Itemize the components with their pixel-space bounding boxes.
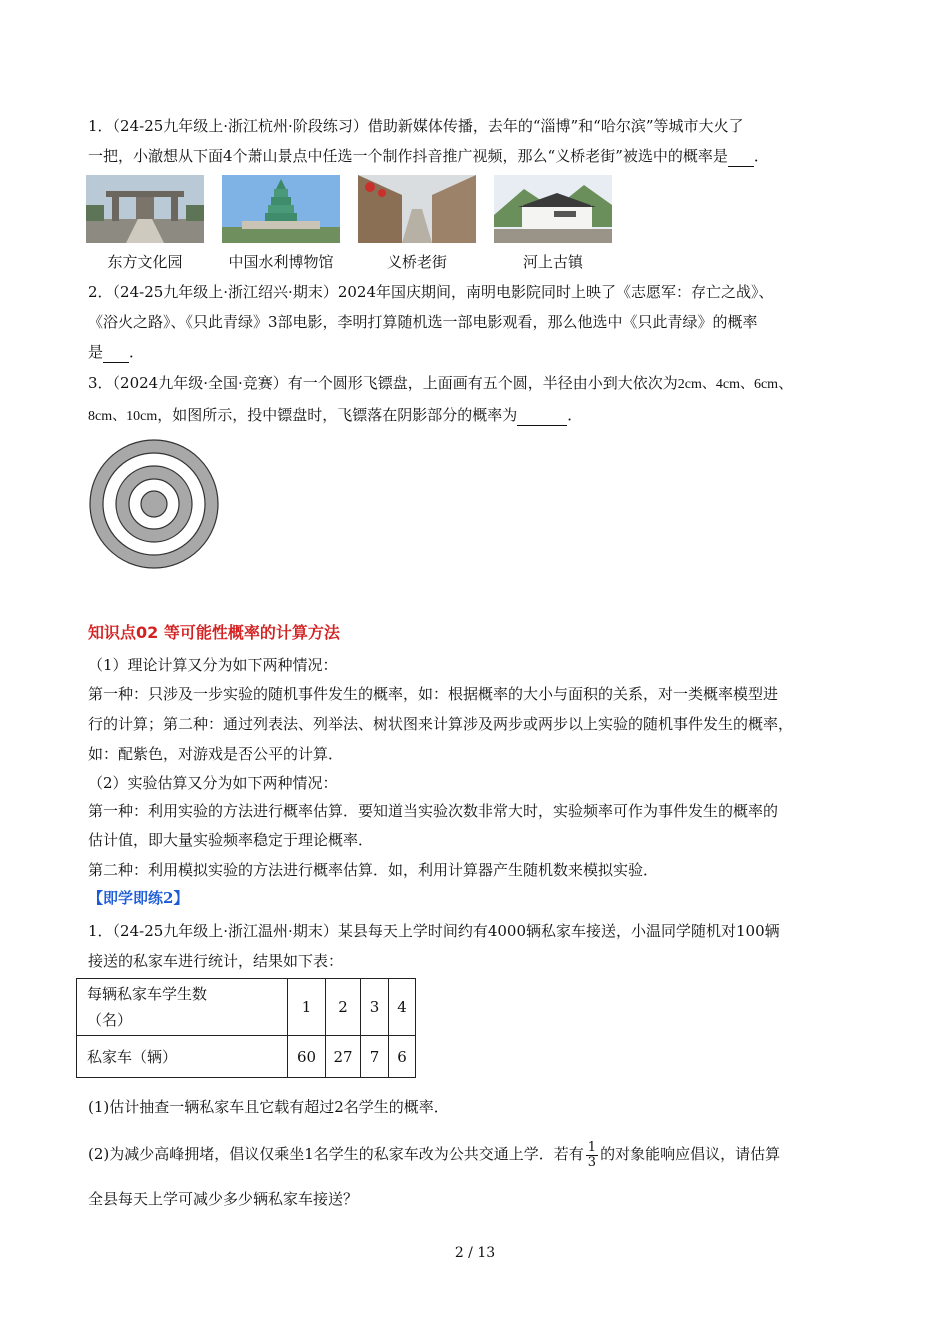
q2-line1: 2．（24-25九年级上·浙江绍兴·期末）2024年国庆期间，南明电影院同时上映了《志愿军：存亡之战》、 (88, 283, 774, 301)
dartboard-figure (88, 438, 220, 570)
one-third-fraction (586, 1141, 598, 1170)
practice-sub2 (88, 1140, 868, 1170)
heshang-ancient-town-photo (494, 175, 612, 243)
header-label-b: （名） (87, 1011, 133, 1029)
caption-heshang: 河上古镇 (522, 253, 583, 271)
water-conservancy-museum-photo (222, 175, 340, 243)
section-p2b: 行的计算；第二种：通过列表法、列举法、树状图来计算涉及两步或两步以上实验的随机事件发生的概率， (88, 715, 794, 733)
table-cars-label: 私家车（辆） (77, 1036, 288, 1078)
table-header-label (77, 979, 288, 1036)
fraction-numerator: 1 (587, 1139, 597, 1155)
q3-answer-blank (517, 405, 567, 426)
caption-dongfang: 东方文化园 (107, 253, 183, 271)
header-label-a: 每辆私家车学生数 (87, 985, 208, 1003)
q2-line2: 《浴火之路》、《只此青绿》3部电影，李明打算随机选一部电影观看，那么他选中《只此青绿》的概率 (88, 313, 758, 331)
circle-r2 (141, 491, 167, 517)
table-row (77, 1036, 416, 1078)
q1-answer-blank (728, 146, 754, 167)
caption-museum: 中国水利博物馆 (228, 253, 334, 271)
q3-radii-a: 2cm、4cm、6cm (677, 377, 779, 392)
q1-line2-text: 一把，小澈想从下面4个萧山景点中任选一个制作抖音推广视频，那么“义桥老街”被选中的概率是 (88, 147, 728, 165)
section-p2a: 第一种：只涉及一步实验的随机事件发生的概率，如：根据概率的大小与面积的关系，对一类概率模型进 (88, 685, 779, 703)
q1-line1: 1．（24-25九年级上·浙江杭州·阶段练习）借助新媒体传播，去年的“淄博”和“哈尔滨”等城市大火了 (88, 117, 744, 135)
practice-sub1: (1)估计抽查一辆私家车且它载有超过2名学生的概率． (88, 1098, 449, 1116)
table-row (77, 979, 416, 1036)
q2-line3-text: 是 (88, 343, 104, 361)
yiqiao-old-street-photo (358, 175, 476, 243)
page-number: 2 / 13 (454, 1245, 496, 1261)
practice-q1-line1: 1．（24-25九年级上·浙江温州·期末）某县每天上学时间约有4000辆私家车接送，小温同学随机对100辆 (88, 922, 780, 940)
practice-q1-line2: 接送的私家车进行统计，结果如下表： (88, 952, 344, 970)
fraction-denominator: 3 (587, 1154, 597, 1170)
practice-title: 【即学即练2】 (88, 889, 189, 907)
car-student-table (76, 978, 416, 1078)
section-p4a: 第一种：利用实验的方法进行概率估算．要知道当实验次数非常大时，实验频率可作为事件发生的概率的 (88, 802, 779, 820)
section-p1: （1）理论计算又分为如下两种情况： (88, 656, 338, 674)
section-p4b: 估计值，即大量实验频率稳定于理论概率． (88, 831, 374, 849)
table-cell: 6 (389, 1036, 416, 1078)
caption-yiqiao: 义桥老街 (386, 253, 447, 271)
section-p5: 第二种：利用模拟实验的方法进行概率估算．如，利用计算器产生随机数来模拟实验． (88, 861, 659, 879)
sub2-text-a: (2)为减少高峰拥堵，倡议仅乘坐1名学生的私家车改为公共交通上学．若有 (88, 1145, 584, 1163)
dongfang-culture-park-photo (86, 175, 204, 243)
q3-line2-text: ，如图所示，投中镖盘时，飞镖落在阴影部分的概率为 (157, 406, 518, 424)
table-cell: 3 (361, 979, 389, 1036)
q2-answer-blank (103, 342, 129, 363)
sub2-text-b: 的对象能响应倡议，请估算 (600, 1145, 781, 1163)
table-cell: 1 (288, 979, 326, 1036)
section-heading: 知识点02 等可能性概率的计算方法 (88, 623, 340, 642)
q3-radii-sep: 、 (778, 374, 794, 392)
table-cell: 60 (288, 1036, 326, 1078)
q1-line2: 一把，小澈想从下面4个萧山景点中任选一个制作抖音推广视频，那么“义桥老街”被选中的概率是 ． (88, 147, 769, 165)
q3-line1-text: 3．（2024九年级·全国·竞赛）有一个圆形飞镖盘，上面画有五个圆，半径由小到大依次为 (88, 374, 678, 392)
table-cell: 2 (326, 979, 361, 1036)
q2-line3: 是 ． (88, 343, 145, 361)
section-p2c: 如：配紫色，对游戏是否公平的计算． (88, 745, 344, 763)
table-cell: 7 (361, 1036, 389, 1078)
table-cell: 27 (326, 1036, 361, 1078)
table-cell: 4 (389, 979, 416, 1036)
q3-line2: 8cm、10cm，如图所示，投中镖盘时，飞镖落在阴影部分的概率为 ． (88, 406, 583, 424)
q3-radii-b: 8cm、10cm (88, 409, 158, 424)
practice-sub3: 全县每天上学可减少多少辆私家车接送？ (88, 1190, 359, 1208)
section-p3: （2）实验估算又分为如下两种情况： (88, 774, 338, 792)
q3-line1 (88, 373, 868, 395)
